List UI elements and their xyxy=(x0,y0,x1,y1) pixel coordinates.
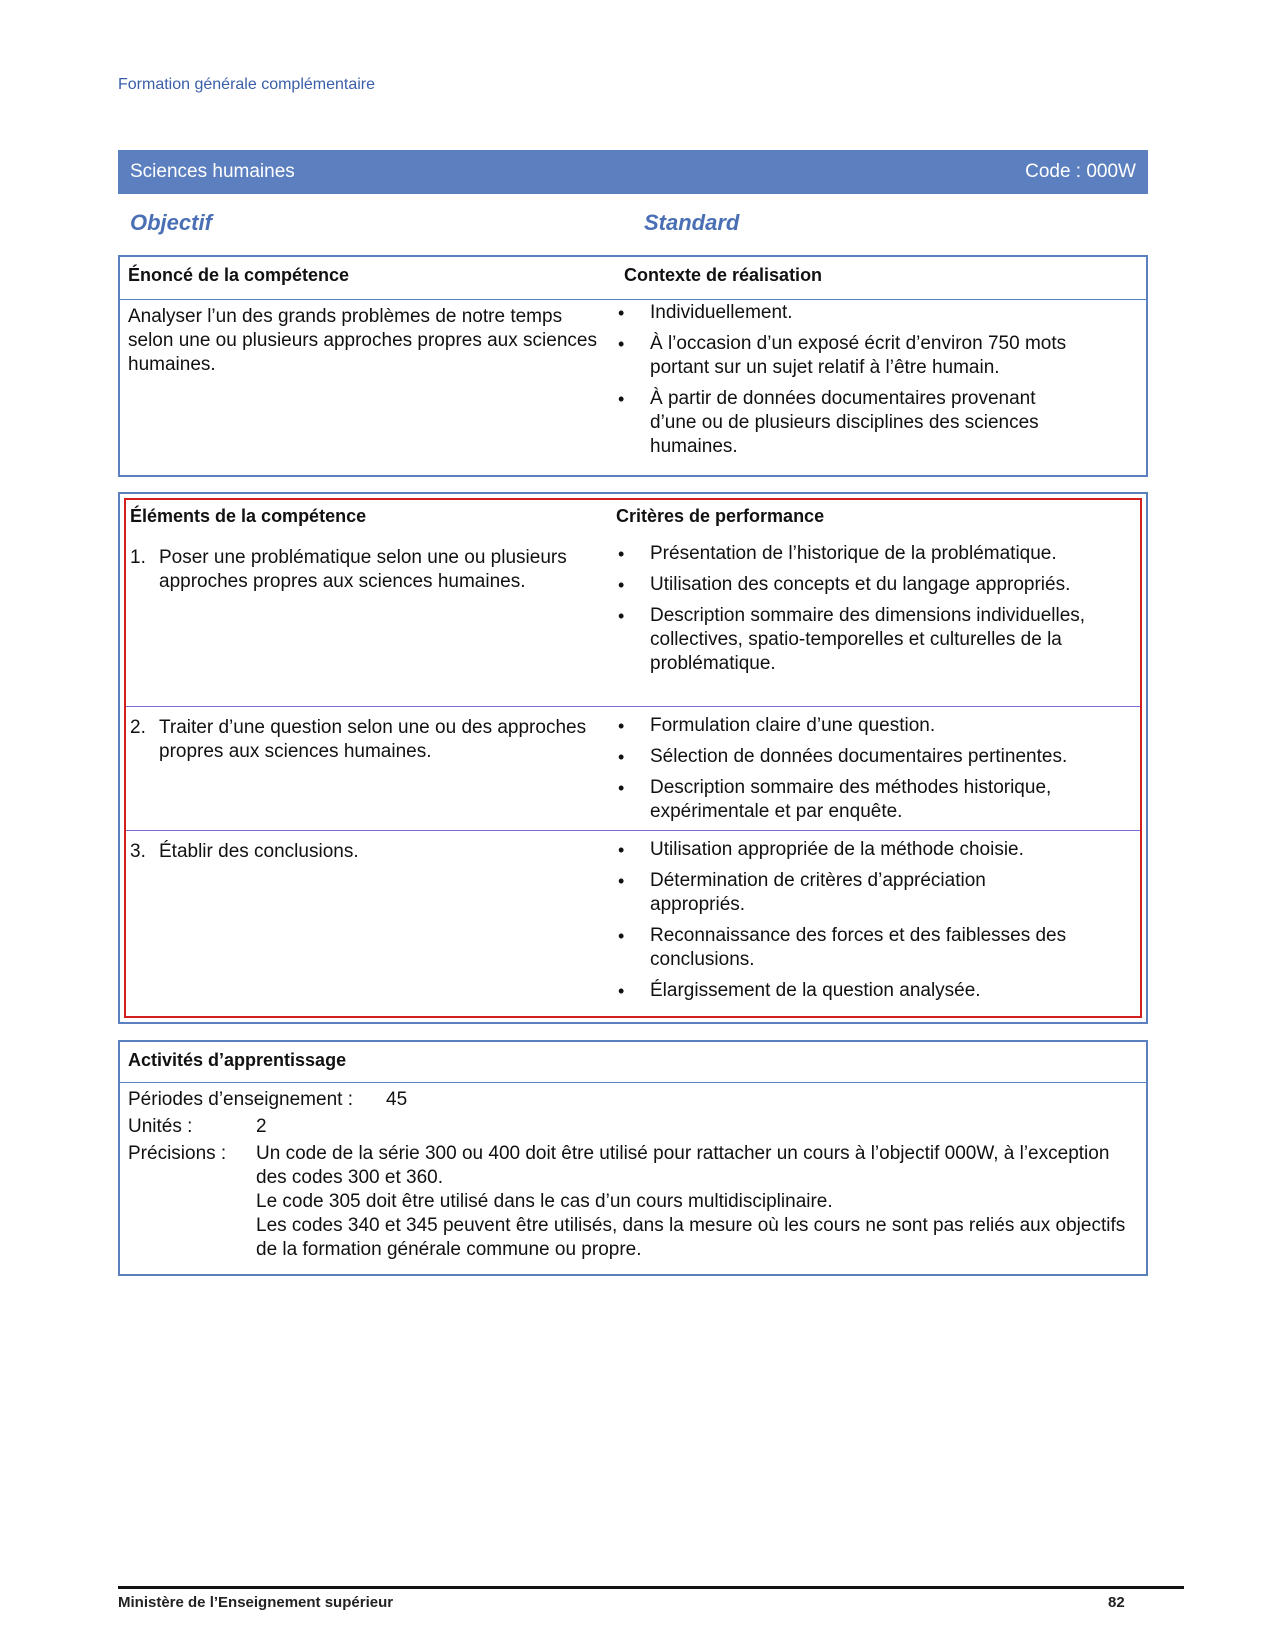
element-text: Poser une problématique selon une ou plusieurs approches propres aux sciences humaines. xyxy=(159,547,567,592)
criteres-header: Critères de performance xyxy=(616,506,825,526)
criterion: • Sélection de données documentaires pertinentes. xyxy=(616,745,1086,769)
criteria-list xyxy=(616,838,1086,1010)
criterion: • Présentation de l’historique de la problématique. xyxy=(616,542,1086,566)
program-header: Formation générale complémentaire xyxy=(118,76,376,93)
discipline-title: Sciences humaines xyxy=(130,161,295,182)
elements-box xyxy=(118,492,1148,1024)
contexte-item: • À partir de données documentaires provenant d’une ou de plusieurs disciplines des sciences humaines. xyxy=(616,387,1086,459)
row-divider xyxy=(126,830,1140,831)
criterion: • Utilisation des concepts et du langage appropriés. xyxy=(616,573,1086,597)
criteria-list xyxy=(616,542,1086,683)
periodes-label: Périodes d’enseignement : xyxy=(128,1089,353,1110)
section-labels xyxy=(130,210,1140,240)
enonce-text: Analyser l’un des grands problèmes de notre temps selon une ou plusieurs approches propres aux sciences humaines. xyxy=(128,306,597,375)
criterion: • Formulation claire d’une question. xyxy=(616,714,1086,738)
element-number: 1. xyxy=(130,547,146,568)
competence-box xyxy=(118,255,1148,477)
criterion: • Description sommaire des méthodes historique, expérimentale et par enquête. xyxy=(616,776,1086,824)
activites-header: Activités d’apprentissage xyxy=(128,1050,347,1070)
header-divider xyxy=(120,1082,1146,1083)
contexte-list xyxy=(616,301,1086,466)
periodes-value: 45 xyxy=(386,1089,408,1110)
precisions-text xyxy=(256,1142,1136,1262)
enonce-header: Énoncé de la compétence xyxy=(128,265,350,285)
page-number: 82 xyxy=(1108,1594,1125,1611)
element-text: Établir des conclusions. xyxy=(159,841,359,862)
contexte-item: • À l’occasion d’un exposé écrit d’environ 750 mots portant sur un sujet relatif à l’être humain. xyxy=(616,332,1086,380)
objectif-label: Objectif xyxy=(130,210,212,235)
precision-line: Les codes 340 et 345 peuvent être utilisés, dans la mesure où les cours ne sont pas reliés aux objectifs de la formation générale commune ou propre. xyxy=(256,1215,1126,1260)
elements-table xyxy=(124,498,1142,1018)
criterion: • Élargissement de la question analysée. xyxy=(616,979,1086,1003)
element-number: 3. xyxy=(130,841,146,862)
element-number: 2. xyxy=(130,717,146,738)
activites-box xyxy=(118,1040,1148,1276)
precision-line: Le code 305 doit être utilisé dans le cas d’un cours multidisciplinaire. xyxy=(256,1191,833,1212)
criterion: • Détermination de critères d’appréciation appropriés. xyxy=(616,869,1086,917)
criteria-list xyxy=(616,714,1086,831)
criterion: • Description sommaire des dimensions individuelles, collectives, spatio-temporelles et culturelles de la problématique. xyxy=(616,604,1086,676)
footer-ministry: Ministère de l’Enseignement supérieur xyxy=(118,1594,394,1611)
footer-rule xyxy=(118,1586,1184,1589)
criterion: • Utilisation appropriée de la méthode choisie. xyxy=(616,838,1086,862)
elements-header: Éléments de la compétence xyxy=(130,506,367,526)
unites-value: 2 xyxy=(256,1116,267,1137)
unites-label: Unités : xyxy=(128,1116,193,1137)
standard-label: Standard xyxy=(644,210,740,235)
objective-code: Code : 000W xyxy=(1025,161,1136,182)
element-text: Traiter d’une question selon une ou des approches propres aux sciences humaines. xyxy=(159,717,587,762)
criterion: • Reconnaissance des forces et des faiblesses des conclusions. xyxy=(616,924,1086,972)
contexte-item: • Individuellement. xyxy=(616,301,1086,325)
title-bar xyxy=(118,150,1148,194)
row-divider xyxy=(126,706,1140,707)
header-divider xyxy=(120,299,1146,300)
contexte-header: Contexte de réalisation xyxy=(624,265,823,285)
precision-line: Un code de la série 300 ou 400 doit être utilisé pour rattacher un cours à l’objectif 000W, à l’exception des codes 300 et 360. xyxy=(256,1143,1110,1188)
precisions-label: Précisions : xyxy=(128,1143,227,1164)
